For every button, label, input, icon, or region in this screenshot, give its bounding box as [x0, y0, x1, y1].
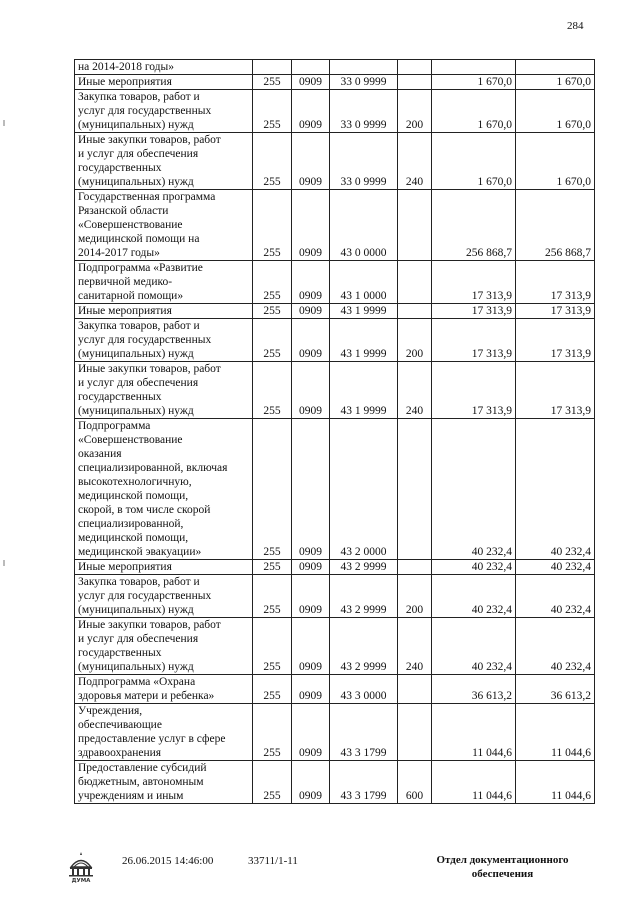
- description-line: учреждениям и иным: [78, 790, 184, 802]
- target-code-cell: 43 1 0000: [330, 261, 398, 304]
- table-row: [75, 90, 595, 133]
- target-code-cell: 43 3 1799: [330, 761, 398, 804]
- description-line: услуг для государственных: [78, 105, 212, 117]
- description-line: медицинской помощи,: [78, 490, 189, 502]
- amount-second-cell: 1 670,0: [516, 90, 595, 133]
- description-line: высокотехнологичную,: [78, 476, 192, 488]
- expense-type-cell: [398, 419, 432, 560]
- description-line: государственных: [78, 391, 162, 403]
- row-description: [75, 419, 253, 560]
- table-row: [75, 190, 595, 261]
- description-line: Подпрограмма «Развитие: [78, 262, 203, 274]
- section-code-cell: 0909: [292, 90, 330, 133]
- table-row: [75, 60, 595, 75]
- target-code-cell: 43 3 1799: [330, 704, 398, 761]
- row-description: [75, 675, 253, 704]
- amount-first-cell: 17 313,9: [432, 362, 516, 419]
- amount-first-cell: 1 670,0: [432, 75, 516, 90]
- ministry-code-cell: 255: [253, 133, 292, 190]
- row-description: [75, 704, 253, 761]
- description-line: Иные закупки товаров, работ: [78, 363, 221, 375]
- description-line: санитарной помощи»: [78, 290, 184, 302]
- description-line: Предоставление субсидий: [78, 762, 207, 774]
- footer-department: [410, 853, 595, 881]
- description-line: специализированной,: [78, 518, 184, 530]
- ministry-code-cell: 255: [253, 575, 292, 618]
- description-line: «Совершенствование: [78, 434, 183, 446]
- description-line: Рязанской области: [78, 205, 169, 217]
- description-line: специализированной, включая: [78, 462, 228, 474]
- description-line: (муниципальных) нужд: [78, 405, 194, 417]
- expense-type-cell: 200: [398, 575, 432, 618]
- description-line: Закупка товаров, работ и: [78, 320, 200, 332]
- description-line: здоровья матери и ребенка»: [78, 690, 215, 702]
- amount-second-cell: 17 313,9: [516, 261, 595, 304]
- description-line: (муниципальных) нужд: [78, 661, 194, 673]
- description-line: здравоохранения: [78, 747, 162, 759]
- amount-second-cell: 40 232,4: [516, 575, 595, 618]
- description-line: (муниципальных) нужд: [78, 119, 194, 131]
- section-code-cell: 0909: [292, 362, 330, 419]
- ministry-code-cell: 255: [253, 618, 292, 675]
- amount-second-cell: 40 232,4: [516, 618, 595, 675]
- description-line: Закупка товаров, работ и: [78, 576, 200, 588]
- description-line: государственных: [78, 647, 162, 659]
- table-row: [75, 675, 595, 704]
- ministry-code-cell: 255: [253, 261, 292, 304]
- amount-first-cell: 40 232,4: [432, 419, 516, 560]
- description-line: услуг для государственных: [78, 590, 212, 602]
- target-code-cell: [330, 60, 398, 75]
- description-line: государственных: [78, 162, 162, 174]
- expense-type-cell: 200: [398, 90, 432, 133]
- description-line: Учреждения,: [78, 705, 143, 717]
- description-line: Иные мероприятия: [78, 76, 172, 88]
- target-code-cell: 43 1 9999: [330, 362, 398, 419]
- description-line: оказания: [78, 448, 122, 460]
- footer-document-id: 33711/1-11: [248, 855, 298, 867]
- emblem-label: ДУМА: [71, 878, 91, 883]
- amount-first-cell: [432, 60, 516, 75]
- ministry-code-cell: 255: [253, 319, 292, 362]
- description-line: и услуг для обеспечения: [78, 377, 199, 389]
- description-line: первичной медико-: [78, 276, 173, 288]
- table-row: [75, 419, 595, 560]
- description-line: обеспечивающие: [78, 719, 162, 731]
- footer-department-line: обеспечения: [471, 868, 534, 880]
- amount-second-cell: 40 232,4: [516, 419, 595, 560]
- section-code-cell: 0909: [292, 75, 330, 90]
- description-line: медицинской помощи,: [78, 532, 189, 544]
- expense-type-cell: [398, 60, 432, 75]
- expense-type-cell: [398, 704, 432, 761]
- section-code-cell: 0909: [292, 304, 330, 319]
- table-row: [75, 761, 595, 804]
- amount-second-cell: 1 670,0: [516, 133, 595, 190]
- target-code-cell: 43 0 0000: [330, 190, 398, 261]
- table-row: [75, 319, 595, 362]
- section-code-cell: 0909: [292, 560, 330, 575]
- table-row: [75, 560, 595, 575]
- expense-type-cell: [398, 675, 432, 704]
- amount-second-cell: 36 613,2: [516, 675, 595, 704]
- target-code-cell: 33 0 9999: [330, 75, 398, 90]
- target-code-cell: 43 2 9999: [330, 575, 398, 618]
- amount-second-cell: 40 232,4: [516, 560, 595, 575]
- row-description: [75, 761, 253, 804]
- amount-first-cell: 11 044,6: [432, 761, 516, 804]
- row-description: [75, 90, 253, 133]
- amount-second-cell: 11 044,6: [516, 704, 595, 761]
- ministry-code-cell: 255: [253, 675, 292, 704]
- target-code-cell: 43 3 0000: [330, 675, 398, 704]
- page-number: 284: [567, 20, 584, 32]
- description-line: Иные закупки товаров, работ: [78, 134, 221, 146]
- description-line: скорой, в том числе скорой: [78, 504, 211, 516]
- ministry-code-cell: 255: [253, 190, 292, 261]
- ministry-code-cell: 255: [253, 90, 292, 133]
- description-line: Закупка товаров, работ и: [78, 91, 200, 103]
- section-code-cell: [292, 60, 330, 75]
- row-description: [75, 362, 253, 419]
- target-code-cell: 43 2 0000: [330, 419, 398, 560]
- section-code-cell: 0909: [292, 319, 330, 362]
- row-description: [75, 75, 253, 90]
- ministry-code-cell: [253, 60, 292, 75]
- expense-type-cell: [398, 560, 432, 575]
- amount-first-cell: 36 613,2: [432, 675, 516, 704]
- expense-type-cell: 200: [398, 319, 432, 362]
- row-description: [75, 560, 253, 575]
- ministry-code-cell: 255: [253, 761, 292, 804]
- section-code-cell: 0909: [292, 704, 330, 761]
- target-code-cell: 43 2 9999: [330, 618, 398, 675]
- section-code-cell: 0909: [292, 761, 330, 804]
- section-code-cell: 0909: [292, 261, 330, 304]
- ministry-code-cell: 255: [253, 75, 292, 90]
- description-line: «Совершенствование: [78, 219, 183, 231]
- row-description: [75, 133, 253, 190]
- scan-edge-mark: [3, 560, 5, 566]
- table-row: [75, 133, 595, 190]
- description-line: (муниципальных) нужд: [78, 348, 194, 360]
- footer-department-line: Отдел документационного: [436, 854, 569, 866]
- amount-first-cell: 256 868,7: [432, 190, 516, 261]
- ministry-code-cell: 255: [253, 419, 292, 560]
- table-row: [75, 304, 595, 319]
- target-code-cell: 33 0 9999: [330, 133, 398, 190]
- description-line: Иные закупки товаров, работ: [78, 619, 221, 631]
- description-line: Подпрограмма «Охрана: [78, 676, 196, 688]
- budget-table: [74, 59, 595, 804]
- target-code-cell: 43 1 9999: [330, 304, 398, 319]
- description-line: Иные мероприятия: [78, 561, 172, 573]
- expense-type-cell: [398, 304, 432, 319]
- expense-type-cell: 240: [398, 133, 432, 190]
- ministry-code-cell: 255: [253, 362, 292, 419]
- description-line: предоставление услуг в сфере: [78, 733, 226, 745]
- description-line: 2014-2017 годы»: [78, 247, 160, 259]
- expense-type-cell: [398, 75, 432, 90]
- expense-type-cell: 240: [398, 618, 432, 675]
- expense-type-cell: 240: [398, 362, 432, 419]
- description-line: бюджетным, автономным: [78, 776, 204, 788]
- row-description: [75, 319, 253, 362]
- description-line: (муниципальных) нужд: [78, 176, 194, 188]
- amount-first-cell: 17 313,9: [432, 304, 516, 319]
- expense-type-cell: 600: [398, 761, 432, 804]
- row-description: [75, 575, 253, 618]
- row-description: [75, 261, 253, 304]
- description-line: на 2014-2018 годы»: [78, 61, 175, 73]
- amount-first-cell: 1 670,0: [432, 90, 516, 133]
- section-code-cell: 0909: [292, 675, 330, 704]
- section-code-cell: 0909: [292, 575, 330, 618]
- amount-second-cell: [516, 60, 595, 75]
- amount-first-cell: 17 313,9: [432, 261, 516, 304]
- ministry-code-cell: 255: [253, 560, 292, 575]
- table-row: [75, 261, 595, 304]
- section-code-cell: 0909: [292, 190, 330, 261]
- description-line: Иные мероприятия: [78, 305, 172, 317]
- budget-table-body: [75, 60, 595, 804]
- row-description: [75, 304, 253, 319]
- amount-first-cell: 40 232,4: [432, 560, 516, 575]
- description-line: Подпрограмма: [78, 420, 151, 432]
- amount-first-cell: 11 044,6: [432, 704, 516, 761]
- amount-second-cell: 17 313,9: [516, 362, 595, 419]
- amount-first-cell: 1 670,0: [432, 133, 516, 190]
- amount-second-cell: 1 670,0: [516, 75, 595, 90]
- ministry-code-cell: 255: [253, 304, 292, 319]
- amount-second-cell: 17 313,9: [516, 319, 595, 362]
- expense-type-cell: [398, 190, 432, 261]
- table-row: [75, 75, 595, 90]
- amount-second-cell: 11 044,6: [516, 761, 595, 804]
- scan-edge-mark: [3, 120, 5, 126]
- description-line: медицинской эвакуации»: [78, 546, 202, 558]
- row-description: [75, 190, 253, 261]
- amount-first-cell: 40 232,4: [432, 575, 516, 618]
- description-line: и услуг для обеспечения: [78, 633, 199, 645]
- table-row: [75, 575, 595, 618]
- expense-type-cell: [398, 261, 432, 304]
- duma-emblem-icon: [66, 851, 96, 883]
- row-description: [75, 60, 253, 75]
- amount-second-cell: 17 313,9: [516, 304, 595, 319]
- target-code-cell: 33 0 9999: [330, 90, 398, 133]
- description-line: услуг для государственных: [78, 334, 212, 346]
- footer-datetime: 26.06.2015 14:46:00: [122, 855, 214, 867]
- target-code-cell: 43 1 9999: [330, 319, 398, 362]
- description-line: медицинской помощи на: [78, 233, 200, 245]
- description-line: Государственная программа: [78, 191, 216, 203]
- target-code-cell: 43 2 9999: [330, 560, 398, 575]
- description-line: (муниципальных) нужд: [78, 604, 194, 616]
- table-row: [75, 618, 595, 675]
- section-code-cell: 0909: [292, 618, 330, 675]
- row-description: [75, 618, 253, 675]
- section-code-cell: 0909: [292, 419, 330, 560]
- amount-second-cell: 256 868,7: [516, 190, 595, 261]
- amount-first-cell: 17 313,9: [432, 319, 516, 362]
- table-row: [75, 704, 595, 761]
- description-line: и услуг для обеспечения: [78, 148, 199, 160]
- table-row: [75, 362, 595, 419]
- amount-first-cell: 40 232,4: [432, 618, 516, 675]
- ministry-code-cell: 255: [253, 704, 292, 761]
- section-code-cell: 0909: [292, 133, 330, 190]
